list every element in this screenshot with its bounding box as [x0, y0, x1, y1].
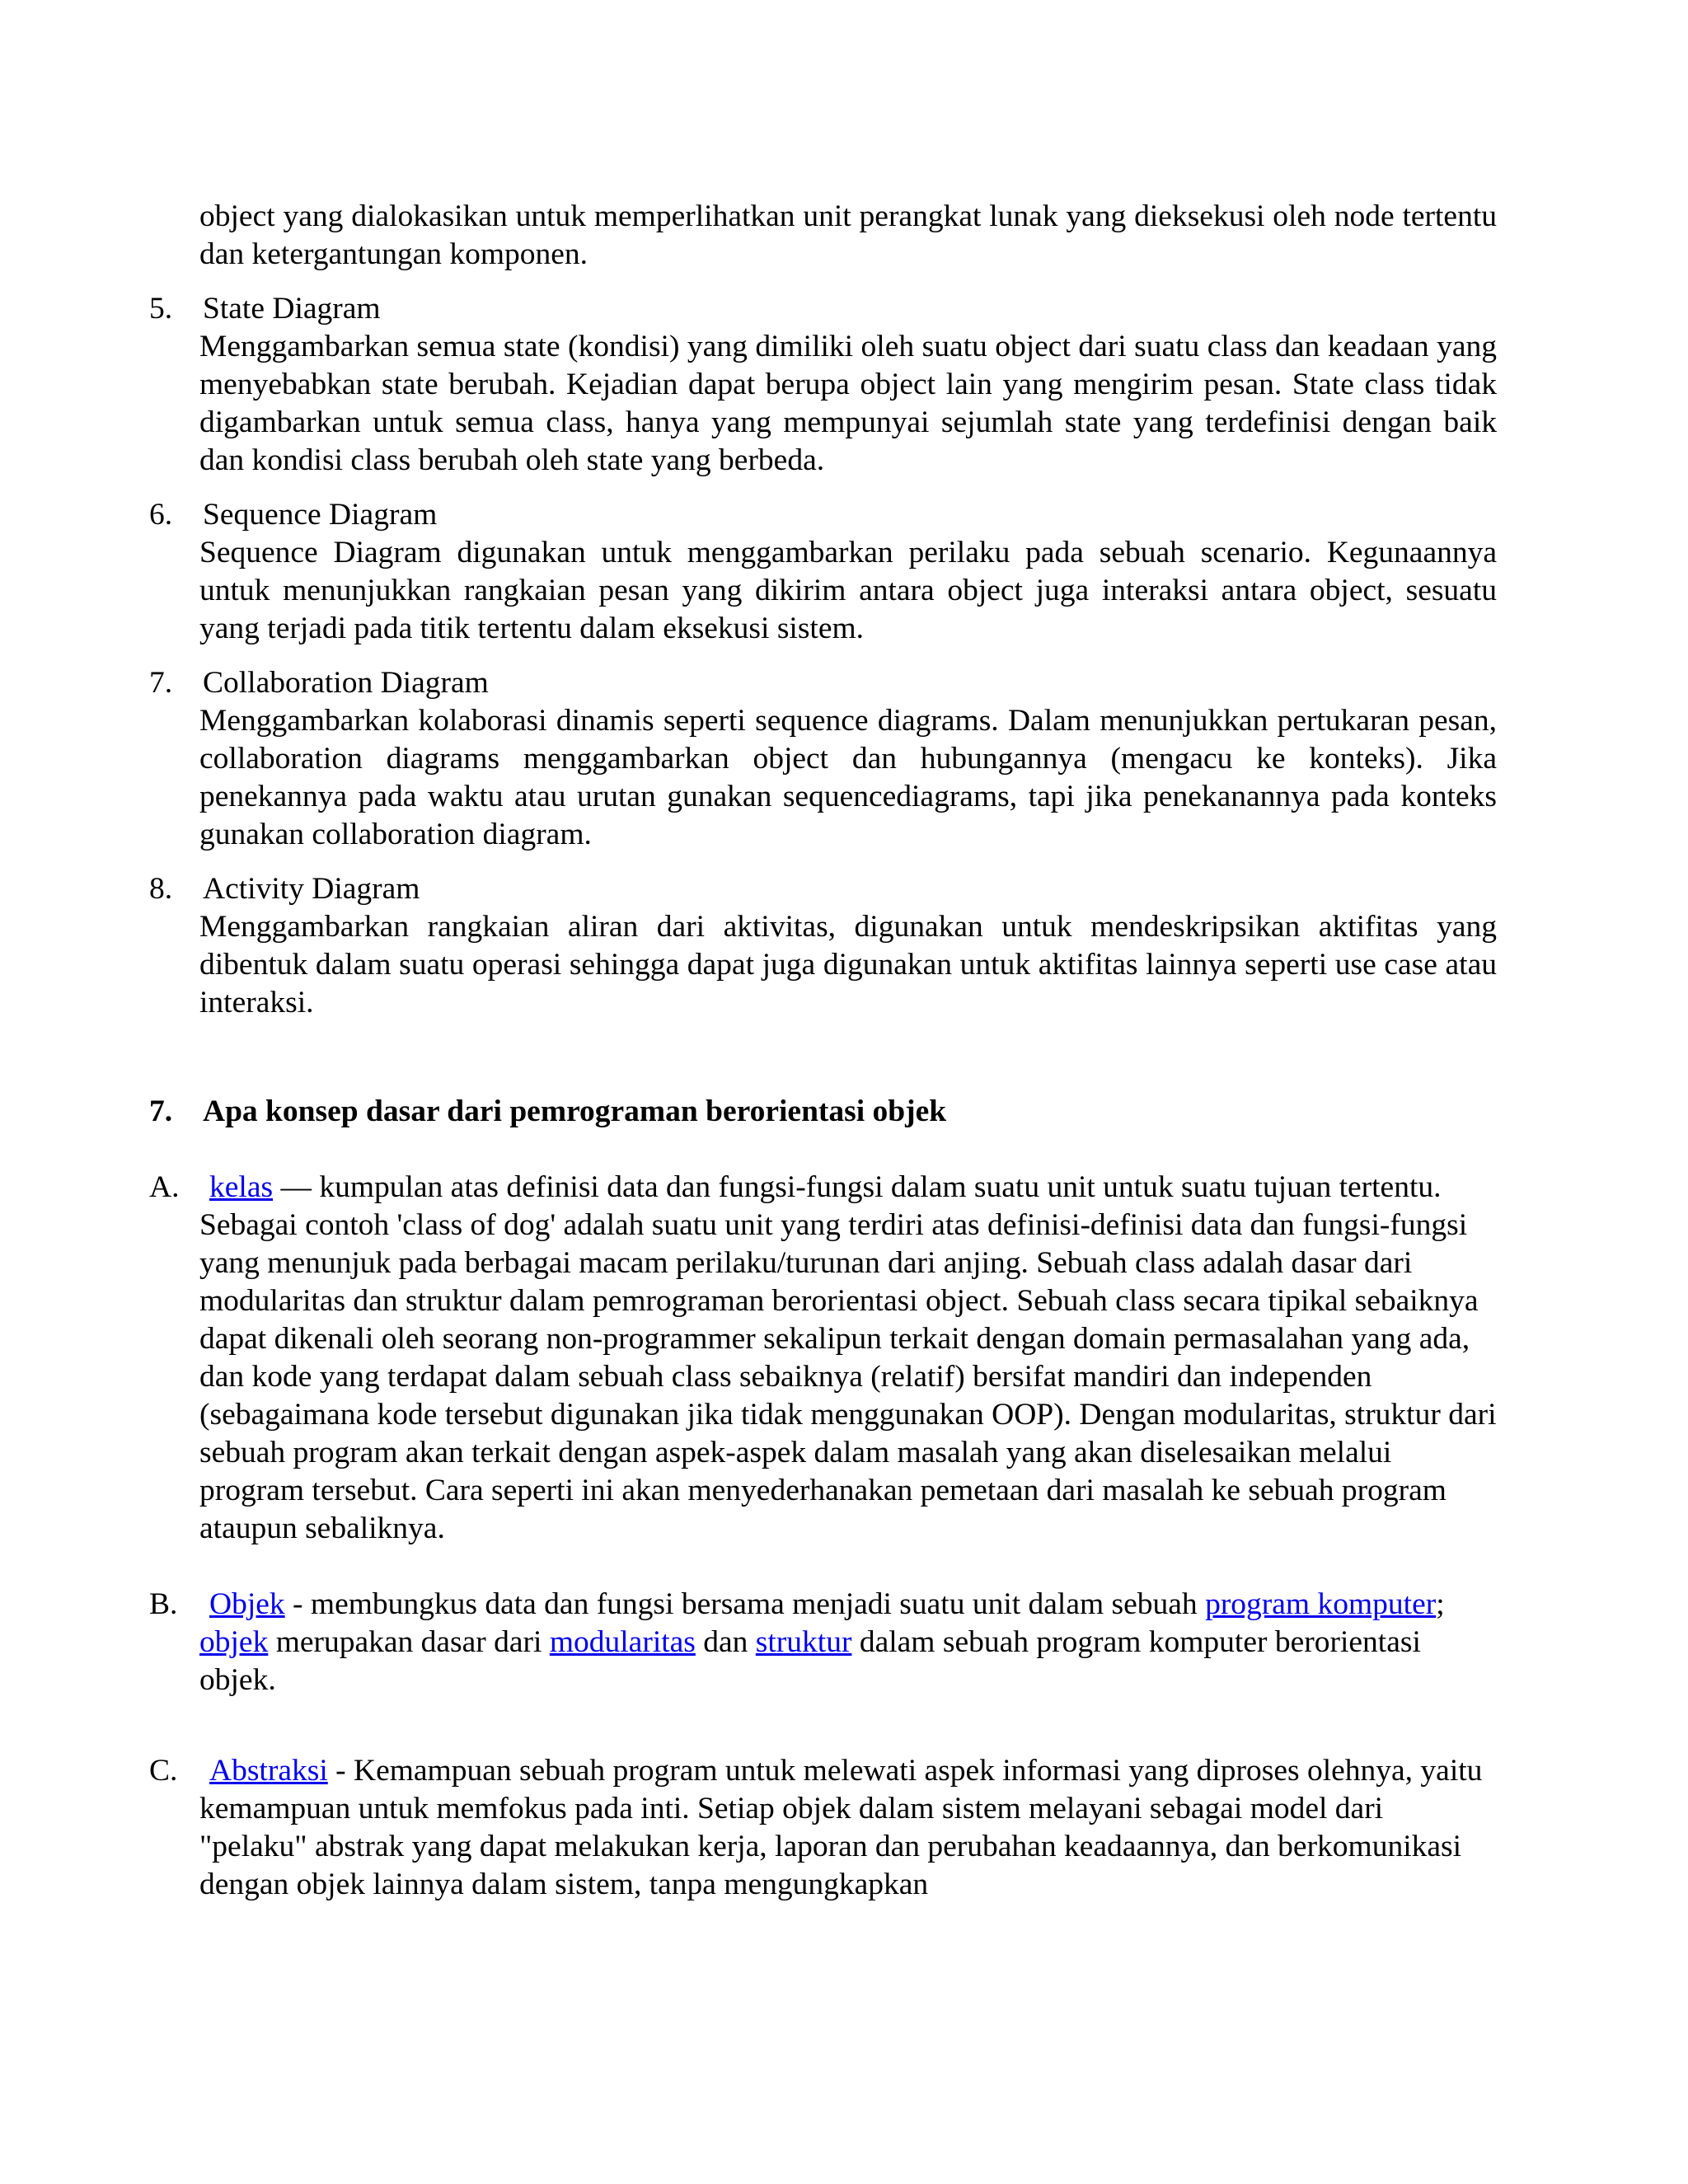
continuation-paragraph: object yang dialokasikan untuk memperlihatkan unit perangkat lunak yang dieksekusi oleh node tertentu dan ketergantungan komponen. — [199, 199, 1497, 271]
section-heading — [149, 1093, 947, 1131]
objek-link[interactable]: Objek — [209, 1587, 285, 1621]
list-item-title: Collaboration Diagram — [203, 666, 489, 700]
concept-b-text: dan — [695, 1625, 756, 1659]
concept-c-paragraph — [199, 1752, 1497, 1904]
program-komputer-link[interactable]: program komputer — [1205, 1587, 1437, 1621]
list-number: 8. — [149, 872, 173, 906]
concept-a-text: — kumpulan atas definisi data dan fungsi-fungsi dalam suatu unit untuk suatu tujuan tertentu. Sebagai contoh 'class of dog' adalah suatu unit yang terdiri atas definisi-definisi data dan fungsi-fungsi yang menunjuk pada berbagai macam perilaku/turunan dari anjing. Sebuah class adalah dasar dari modularitas dan struktur dalam pemrograman berorientasi object. Sebuah class secara tipikal sebaiknya dapat dikenali oleh seorang non-programmer sekalipun terkait dengan domain permasalahan yang ada, dan kode yang terdapat dalam sebuah class sebaiknya (relatif) bersifat mandiri dan independen (sebagaimana kode tersebut digunakan jika tidak menggunakan OOP). Dengan modularitas, struktur dari sebuah program akan terkait dengan aspek-aspek dalam masalah yang akan diselesaikan melalui program tersebut. Cara seperti ini akan menyederhanakan pemetaan dari masalah ke sebuah program ataupun sebaliknya. — [199, 1170, 1497, 1545]
concept-b-paragraph — [199, 1586, 1497, 1699]
list-number: 5. — [149, 292, 173, 326]
concept-c-text: - Kemampuan sebuah program untuk melewati aspek informasi yang diproses olehnya, yaitu kemampuan untuk memfokus pada inti. Setiap objek dalam sistem melayani sebagai model dari "pelaku" abstrak yang dapat melakukan kerja, laporan dan perubahan keadaannya, dan berkomunikasi dengan objek lainnya dalam sistem, tanpa mengungkapkan — [199, 1754, 1483, 1901]
concept-letter: A. — [149, 1170, 180, 1204]
concept-b-text: - membungkus data dan fungsi bersama menjadi suatu unit dalam sebuah — [284, 1587, 1206, 1621]
concept-b-text: dalam sebuah program komputer berorientasi objek. — [199, 1625, 1421, 1697]
list-item-description: Menggambarkan semua state (kondisi) yang dimiliki oleh suatu object dari suatu class dan keadaan yang menyebabkan state berubah. Kejadian dapat berupa object lain yang mengirim pesan. State class tidak digambarkan untuk semua class, hanya yang mempunyai sejumlah state yang terdefinisi dengan baik dan kondisi class berubah oleh state yang berbeda. — [199, 330, 1497, 477]
kelas-link[interactable]: kelas — [209, 1170, 274, 1204]
abstraksi-link[interactable]: Abstraksi — [209, 1754, 328, 1788]
list-item-description: Menggambarkan kolaborasi dinamis seperti sequence diagrams. Dalam menunjukkan pertukaran pesan, collaboration diagrams menggambarkan object dan hubungannya (mengacu ke konteks). Jika penekannya pada waktu atau urutan gunakan sequencediagrams, tapi jika penekanannya pada konteks gunakan collaboration diagram. — [199, 704, 1497, 851]
struktur-link[interactable]: struktur — [755, 1625, 852, 1659]
concept-b-text: merupakan dasar dari — [268, 1625, 550, 1659]
concept-b-text: ; — [1436, 1587, 1445, 1621]
list-item-title: Activity Diagram — [203, 872, 420, 906]
list-item-title: State Diagram — [203, 292, 381, 326]
concept-a-paragraph — [199, 1169, 1497, 1548]
list-item-title: Sequence Diagram — [203, 498, 438, 532]
concept-letter: B. — [149, 1587, 178, 1621]
section-title: Apa konsep dasar dari pemrograman berorientasi objek — [203, 1094, 947, 1128]
objek-link-2[interactable]: objek — [199, 1625, 269, 1659]
list-item-description: Menggambarkan rangkaian aliran dari aktivitas, digunakan untuk mendeskripsikan aktifitas yang dibentuk dalam suatu operasi sehingga dapat juga digunakan untuk aktifitas lainnya seperti use case atau interaksi. — [199, 910, 1497, 1019]
section-number: 7. — [149, 1094, 173, 1128]
list-number: 7. — [149, 666, 173, 700]
concept-letter: C. — [149, 1754, 178, 1788]
modularitas-link[interactable]: modularitas — [549, 1625, 696, 1659]
list-item-description: Sequence Diagram digunakan untuk menggambarkan perilaku pada sebuah scenario. Kegunaannya untuk menunjukkan rangkaian pesan yang dikirim antara object juga interaksi antara object, sesuatu yang terjadi pada titik tertentu dalam eksekusi sistem. — [199, 536, 1497, 645]
list-number: 6. — [149, 498, 173, 532]
